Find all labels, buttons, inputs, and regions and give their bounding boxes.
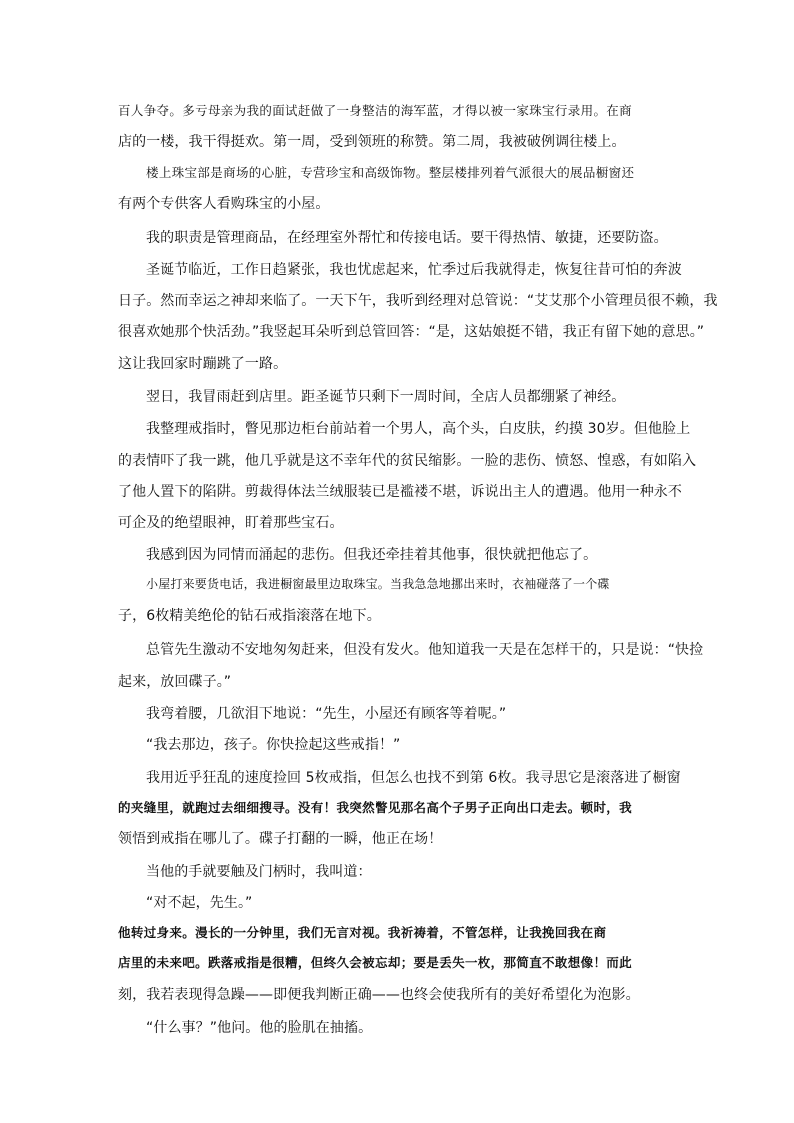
text-line: 日子。然而幸运之神却来临了。一天下午，我听到经理对总管说：“艾艾那个小管理员很不赖，我: [118, 293, 718, 309]
text-line: 领悟到戒指在哪儿了。碟子打翻的一瞬，他正在场！: [118, 831, 443, 847]
text-line: 可企及的绝望眼神，盯着那些宝石。: [118, 515, 344, 531]
text-line: “对不起，先生。”: [146, 895, 253, 911]
text-line: “什么事？”他问。他的脸肌在抽搐。: [146, 1020, 373, 1036]
text-line: 子，6枚精美绝伦的钻石戒指滚落在地下。: [118, 608, 381, 624]
text-line: 我弯着腰，几欲泪下地说：“先生，小屋还有顾客等着呢。”: [146, 706, 507, 722]
text-line: “我去那边，孩子。你快捡起这些戒指！”: [146, 737, 401, 753]
text-line: 店里的未来吧。跌落戒指是很糟，但终久会被忘却；要是丢失一枚，那简直不敢想像！而此: [118, 955, 633, 970]
text-line: 这让我回家时蹦跳了一路。: [118, 356, 288, 372]
text-line: 我用近乎狂乱的速度捡回 5枚戒指，但怎么也找不到第 6枚。我寻思它是滚落进了橱窗: [146, 770, 681, 786]
text-line: 起来，放回碟子。”: [118, 674, 232, 690]
text-line: 我的职责是管理商品，在经理室外帮忙和传接电话。要干得热情、敏捷，还要防盗。: [146, 230, 668, 246]
text-line: 小屋打来要货电话，我进橱窗最里边取珠宝。当我急急地挪出来时，衣袖碰落了一个碟: [146, 577, 610, 591]
text-line: 很喜欢她那个快活劲。”我竖起耳朵听到总管回答：“是，这姑娘挺不错，我正有留下她的意思。”: [118, 324, 705, 340]
text-line: 翌日，我冒雨赶到店里。距圣诞节只剩下一周时间，全店人员都绷紧了神经。: [146, 389, 626, 405]
text-line: 的表情吓了我一跳，他几乎就是这不幸年代的贫民缩影。一脸的悲伤、愤怒、惶惑，有如陷入: [118, 453, 697, 469]
text-line: 有两个专供客人看购珠宝的小屋。: [118, 196, 330, 212]
text-line: 他转过身来。漫长的一分钟里，我们无言对视。我祈祷着，不管怎样，让我挽回我在商: [118, 925, 607, 940]
text-line: 当他的手就要触及门柄时，我叫道：: [146, 864, 372, 880]
text-line: 圣诞节临近，工作日趋紧张，我也忧虑起来，忙季过后我就得走，恢复往昔可怕的奔波: [146, 262, 682, 278]
text-line: 刻，我若表现得急躁——即便我判断正确——也终会使我所有的美好希望化为泡影。: [118, 987, 640, 1003]
text-line: 百人争夺。多亏母亲为我的面试赶做了一身整洁的海军蓝，才得以被一家珠宝行录用。在商: [118, 103, 633, 118]
text-line: 我整理戒指时，瞥见那边柜台前站着一个男人，高个头，白皮肤，约摸 30岁。但他脸上: [146, 421, 691, 437]
text-line: 了他人置下的陷阱。剪裁得体法兰绒服装已是褴褛不堪，诉说出主人的遭遇。他用一种永不: [118, 484, 682, 500]
text-line: 的夹缝里，就跑过去细细搜寻。没有！我突然瞥见那名高个子男子正向出口走去。顿时，我: [118, 800, 633, 815]
text-line: 总管先生激动不安地匆匆赶来，但没有发火。他知道我一天是在怎样干的，只是说：“快捡: [146, 642, 704, 658]
text-line: 店的一楼，我干得挺欢。第一周，受到领班的称赞。第二周，我被破例调往楼上。: [118, 134, 626, 150]
text-line: 楼上珠宝部是商场的心脏，专营珍宝和高级饰物。整层楼排列着气派很大的展品橱窗还: [146, 165, 635, 180]
text-line: 我感到因为同情而涌起的悲伤。但我还牵挂着其他事，很快就把他忘了。: [146, 547, 598, 563]
